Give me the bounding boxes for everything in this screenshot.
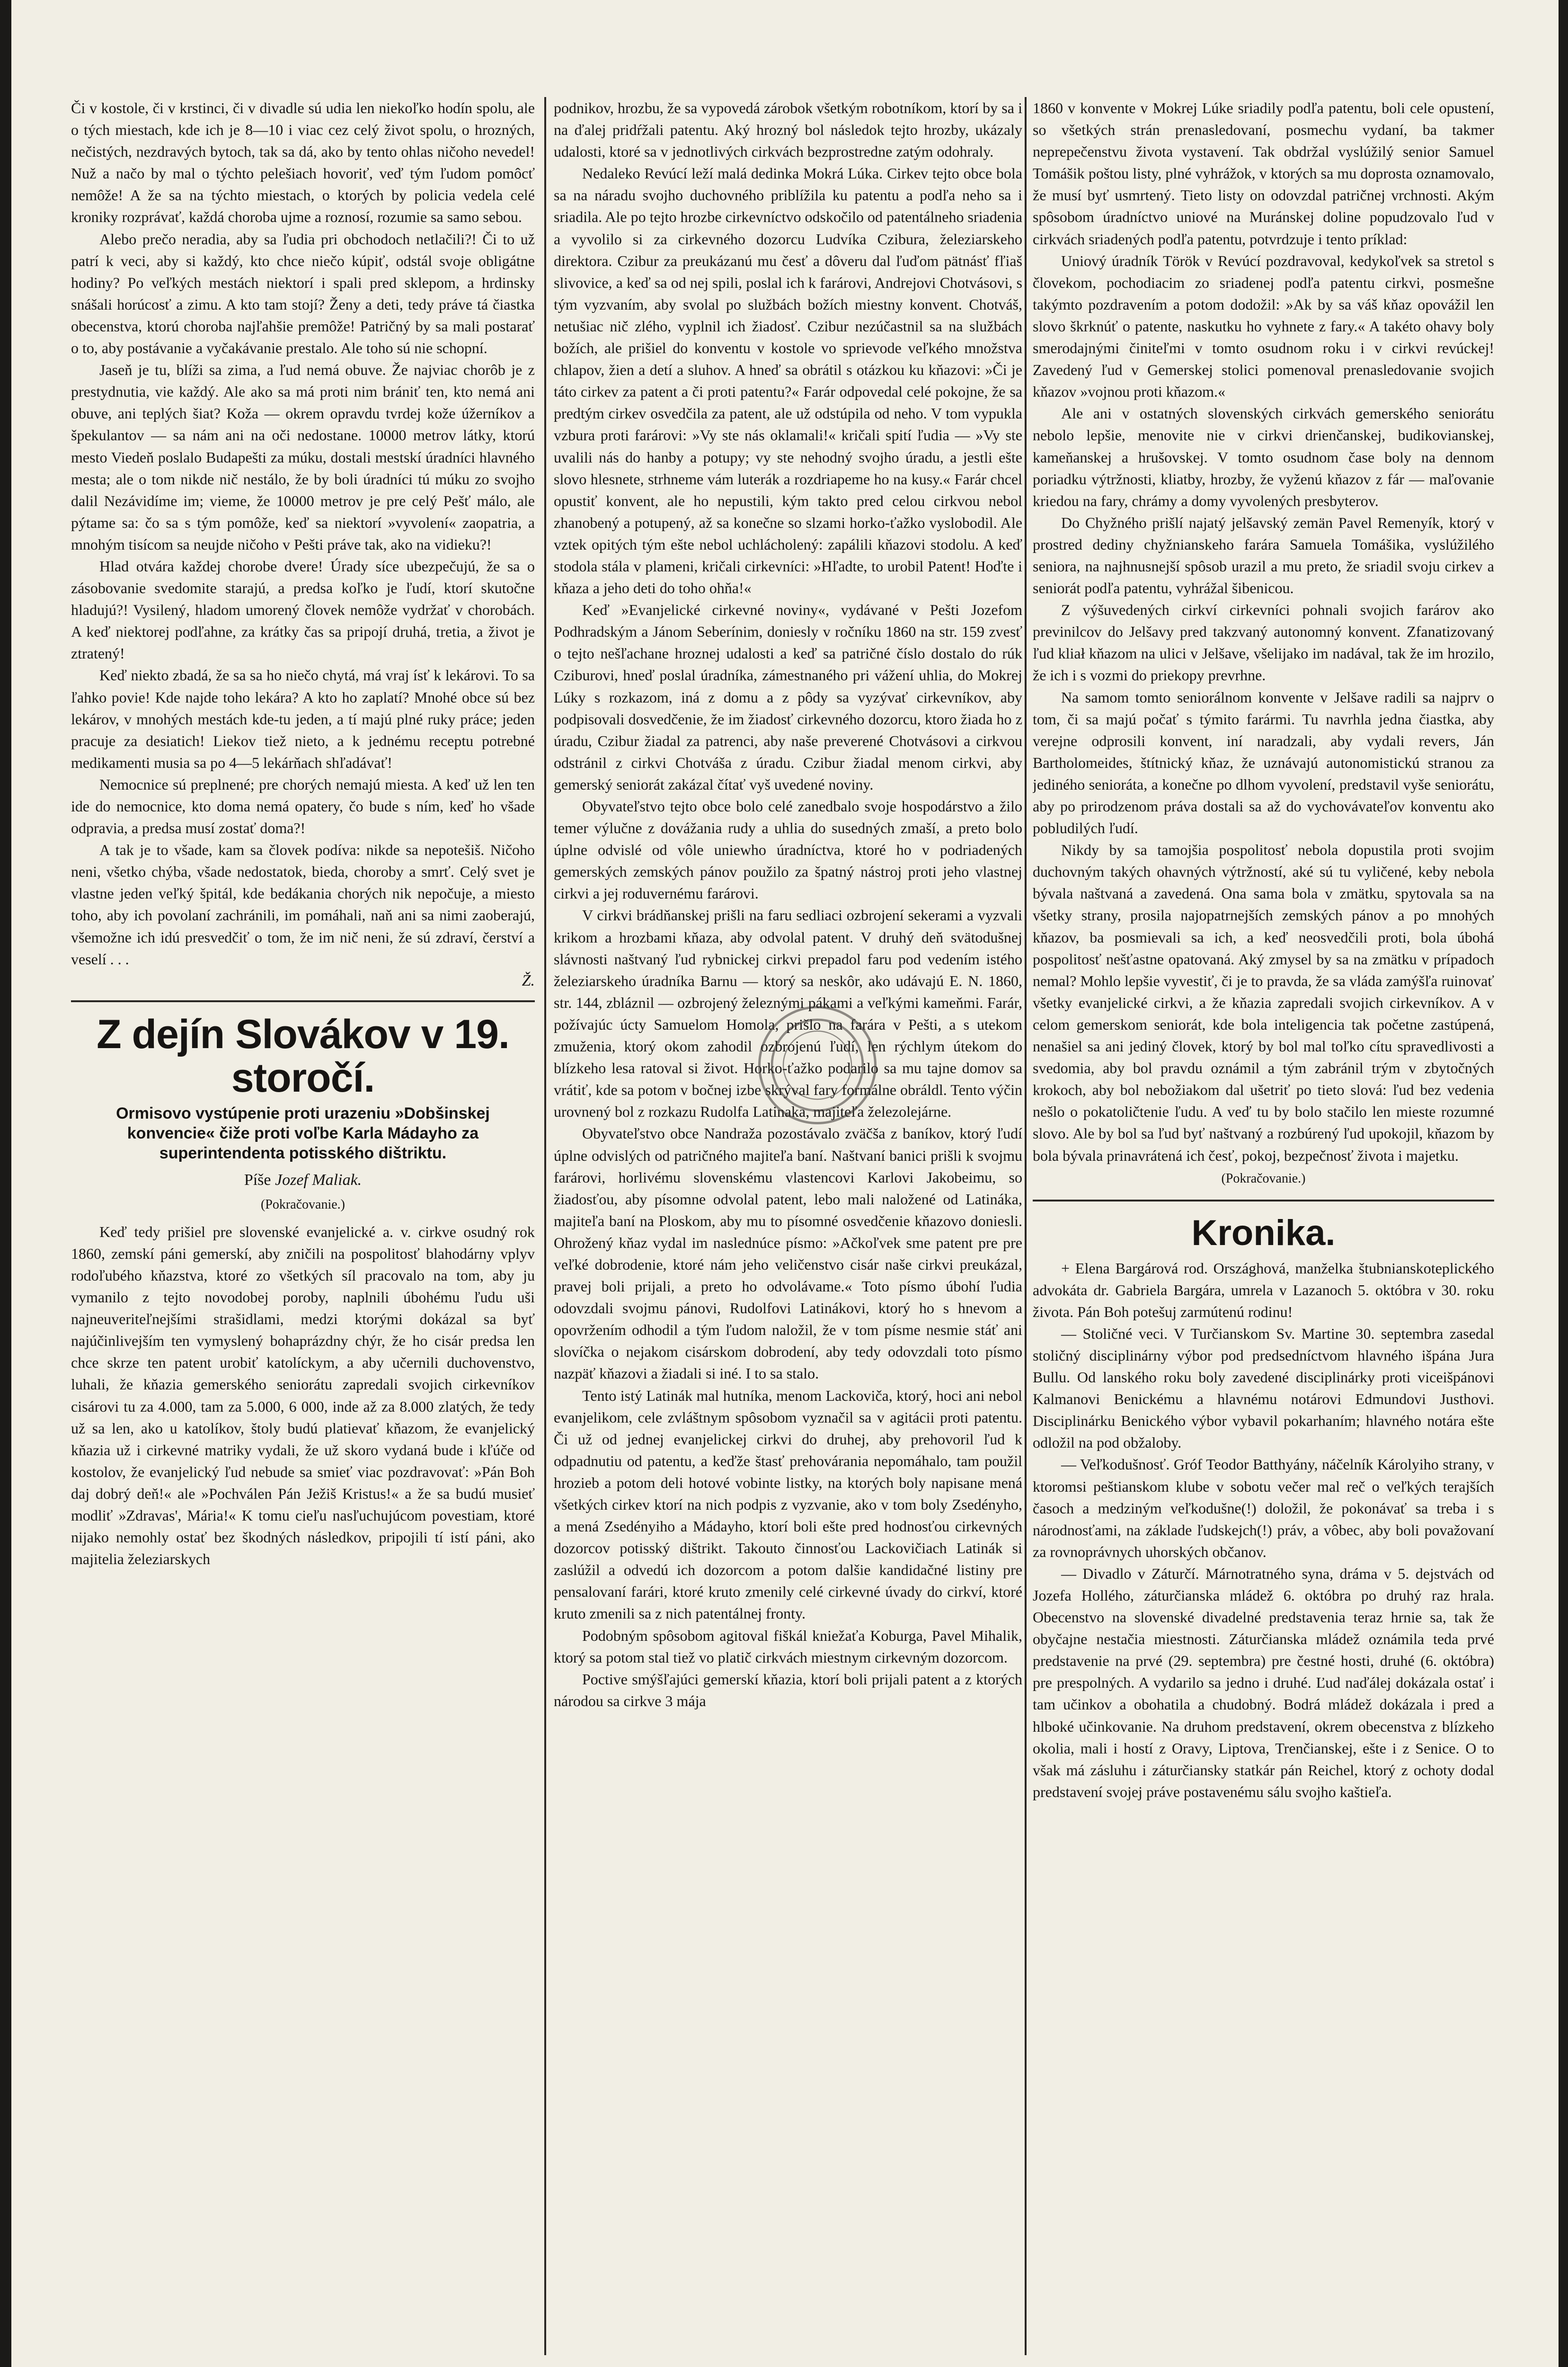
paragraph: Nikdy by sa tamojšia pospolitosť nebola dopustila proti svojim duchovným takých ohavných výtržností, aké sú tu vyličené, keby nebola bývala naštvaná a zavedená. Ona sama bola v zmätku, spytovala sa na všetky strany, prosila najopatrnejších zemských pánov a po mnohých kňazov, ba posmievali sa ich, a keď neosvedčili proti, bola úbohá pospolitosť nešťastne opatovaná. Aký zmysel by sa na zmätku v prípadoch nemal? Mohlo lepšie vyvestiť, či je to pravda, že sa vláda zamýšľa ruinovať všetky evanjelické cirkvi, a že kňazia zapredali svojich cirkevníkov. A v celom gemerskom seniorát, kde bola inteligencia tak početne zastúpená, nenašiel sa ani jediný človek, ktorý by bol mal toľko cítu spravedlivosti a svedomia, aby bol pravdu oznámil a tým zabránil trým v zbytočných krokoch, aby bol nebožiakom dal ušetriť po tieto slová: ľud bez vedenia nešlo o pokatoličtenie ľudu. A veď tu by bolo stačilo len mieste rozumné slovo. Ale by bol sa ľud byť naštvaný a rozbúrený ľud upokojil, kňazom by bola bývala prinavrátená ich česť, pokoj, bezpečnosť života i majetku. (1033, 841, 1494, 1164)
section-divider (1033, 1200, 1494, 1201)
column-rule (1025, 97, 1027, 2355)
paragraph: Keď tedy prišiel pre slovenské evanjelické a. v. cirkve osudný rok 1860, zemskí páni gemerskí, aby zničili na pospolitosť blahodárny vplyv rodoľubého kňazstva, ktoré zo všetkých síl pracovalo na tom, aby ju vymanilo z tejto novodobej poroby, naplnili úbohému ľudu uši najneuveriteľnejšími strašidlami, medzi ktorými dokázal sa byť najúčinlivejším ten vymyslený bohaprázdny chýr, že ho cisár predsa len chce skrze ten patent urobiť katolíckym, a aby učernili duchovenstvo, luhali, že kňazia gemerského seniorátu zapredali svojich cirkevníkov cisárovi tu za 4.000, tam za 5.000, 6 000, inde až za 8.000 zlatých, že tedy už sa len, ako u katolíkov, štoly budú platievať kňazom, že evanjelický kňazia už i cirkevné matriky vydali, že už skoro vydaná bude i kľúče od kostolov, že evanjelický ľud nebude sa smieť viac pozdravovať: »Pán Boh daj dobrý deň!« ale »Pochválen Pán Ježiš Kristus!« a že sa budú musieť modliť »Zdravas', Mária!« K tomu cieľu nasľuchujúcom povestiam, ktoré nijako nemohly ostať bez škodných následkov, pripojili tí istí páni, ako majitelia železiarskych (71, 1223, 535, 1568)
article-headline: Z dejín Slovákov v 19. storočí. (97, 1011, 509, 1101)
section-divider (71, 1000, 535, 1002)
paragraph: Obyvateľstvo obce Nandraža pozostávalo zväčša z baníkov, ktorý ľudí úplne odvislých od patričného majiteľa baní. Naštvaní banici prišli k svojmu farárovi, horlivému slovenskému vlastencovi Karlovi Jakobeimu, so žiadosťou, aby písomne odvolal patent, lebo mali naložené od Latináka, majiteľa baní na Ploskom, aby mu to písomné osvedčenie kňazovo doniesli. Ohrožený kňaz vydal im naslednúce písmo: »Ačkoľvek sme patent pre pre veľké dobrodenie, ktoré nám jeho veličenstvo cisár naše cirkvi preukázal, pravej boli prijali, a preto ho odvolávame.« Toto písmo úbohí ľudia odovzdali svojmu pánovi, Rudolfovi Latinákovi, ktorý ho s hnevom a opovržením odhodil a tým ľudom naložil, že v tom písme nesmie stáť ani slovíčka o nejakom cisárskom dobrodení, aby tedy odovzdali toto písmo nazpäť kňazovi a žiadali si iné. I to sa stalo. (554, 1125, 1022, 1382)
paragraph: Tento istý Latinák mal hutníka, menom Lackoviča, ktorý, hoci ani nebol evanjelikom, cele zvláštnym spôsobom vyznačil sa v agitácii proti patentu. Či už od jednej evanjelickej cirkvi do druhej, aby prehovoril ľud k odpadnutiu od patentu, a keďže štasť prehovárania nepomáhalo, tam použil hrozieb a potom deli hotové vobinte listky, na ktorých boly napisane mená všetkých cirkev ktorí na nich podpis z vyzvanie, ako v tom boly Zsedényho, a mená Zsedényiho a Mádayho, ktorí boli ešte pred hodnosťou cirkevných dozorcov potisský dištrikt. Takouto činnosťou Lackovičiach Latinák si zaslúžil a odvedú ich dozorcom a potom dalšie kandidačné listiny pre pensalovaní farári, ktoré kruto zmenily celé cirkevné úvady do cirkví, ktoré kruto zmenili sa z nich patentálnej fronty. (554, 1387, 1022, 1622)
paragraph: Keď »Evanjelické cirkevné noviny«, vydávané v Pešti Jozefom Podhradským a Jánom Seberínim, doniesly v ročníku 1860 na str. 159 zvesť o tejto nešľachane hroznej udalosti a keď sa patričné číslo dostalo do rúk Cziburovi, hneď poslal úradníka, zámestnaného pri vážení uhlia, do Mokrej Lúky s rozkazom, iná z domu a z pôdy sa vyzývať cirkevníkov, aby podpisovali dosvedčenie, že im žiadosť cirkevného dozorcu, ktoro žiada ho z úradu, Czibur žiadal za patrenci, aby naše preverené Chotvásovi a cirkvou odstránil z cirkvi Chotváša z úradu. Czibur žiadal menom cirkvi, aby gemerský seniorát zakázal čítať vyš uvedené noviny. (554, 601, 1022, 793)
byline (71, 1168, 535, 1192)
paragraph: Keď niekto zbadá, že sa sa ho niečo chytá, má vraj ísť k lekárovi. To sa ľahko povie! Kde najde toho lekára? A kto ho zaplatí? Mnohé obce sú bez lekárov, v mnohých mestách kde-tu jeden, a tí majú plné ruky práce; jeden pracuje za desiatich! Liekov tiež nieto, a k jednému receptu potrebné medikamenti musia sa po 4—5 lekárňach shľadávať! (71, 667, 535, 771)
column-3 (1033, 97, 1494, 2365)
paragraph: 1860 v konvente v Mokrej Lúke sriadily podľa patentu, boli cele opustení, so všetkých strán prenasledovaní, posmechu vydaní, ba takmer neprepečenstvu života vystavení. Tak obdržal vyslúžilý senior Samuel Tomášik poštou listy, plné vyhrážok, v ktorých sa mu doprosta oznamovalo, že musí byť usmrtený. Tieto listy on odovzdal patričnej vrchnosti. Akým spôsobom úradníctvo uniové na Muránskej doline popudzovalo ľud v cirkvách sriadených podľa patentu, potvrdzuje i tento príklad: (1033, 99, 1494, 248)
byline-prefix: Píše (244, 1171, 271, 1189)
stamp-icon (761, 1008, 874, 1122)
paragraph: Ale ani v ostatných slovenských cirkvách gemerského seniorátu nebolo lepšie, menovite nie v cirkvi drienčanskej, budikovianskej, kameňanskej a hrušovskej. V tomto osudnom čase boly na dennom poriadku výtržnosti, kliatby, hrozby, že vyženú kňazov z fár — maľovanie kriedou na fary, chrámy a domy vyvolených presbyterov. (1033, 405, 1494, 509)
paragraph: Obyvateľstvo tejto obce bolo celé zanedbalo svoje hospodárstvo a žilo temer výlučne z dovážania rudy a uhlia do susedných zmaší, a preto bolo úplne odvislé od vôle uniewho úradníctva, ktoré ho v podriadených gemerských zemských pánov použilo za špatný nástroj proti jeho vlastnej cirkvi a jej roduvernému farárovi. (554, 798, 1022, 902)
library-stamp (758, 1006, 877, 1124)
paragraph: V cirkvi brádňanskej prišli na faru sedliaci ozbrojení sekerami a vyzvali krikom a hrozbami kňaza, aby odvolal patent. V druhý deň svätodušnej slávnosti naštvaný ľud rybnickej cirkvi prepadol faru pod vedením istého železiarskeho úradníka Barnu — ktorý sa neskôr, ako udávajú E. N. 1860, str. 144, zbláznil — ozbrojený železnými pákami a veľkými kameňmi. Farár, požívajúc úcty Samuelom Homola, prišlo na farára v Pešti, a s utekom zmuženia, ktorý okom zahodil ozbrojenú ľudí, len rýchlym útekom do blízkeho lesa ratoval si život. Horko-ťažko podarilo sa mu tajne domov sa vrátiť, kde sa potom v bočnej izbe skrýval fary formálne obráldl. Tento výčin urovnený bol z rozkazu Rudolfa Latinaka, majiteľa železolejárne. (554, 907, 1022, 1121)
paragraph: Podobným spôsobom agitoval fiškál kniežaťa Koburga, Pavel Mihalik, ktorý sa potom stal tiež vo platič cirkvách miestnym cirkevným dozorcom. (554, 1627, 1022, 1666)
paragraph: Hlad otvára každej chorobe dvere! Úrady síce ubezpečujú, že sa o zásobovanie svedomite starajú, a predsa koľko je ľudí, ktorí skutočne hladujú?! Vysilený, hladom umorený človek nemôže vydržať v chorobách. A keď niektorej podľahne, za krátky čas sa pripojí druhá, tretia, a život je ztratený! (71, 557, 535, 662)
chronicle-item: — Veľkodušnosť. Gróf Teodor Batthyány, náčelník Károlyiho strany, v ktoromsi peštianskom klube v sobotu večer mal reč o veľkých terajších časoch a medziným veľkodušne(!) doložil, že pokonávať sa treba i s národnosťami, na základe ľudskejch(!) práv, a vôbec, aby boli považovaní za rovnoprávnych uhorských občanov. (1033, 1456, 1494, 1560)
paragraph: A tak je to všade, kam sa človek podíva: nikde sa nepotešiš. Ničoho neni, všetko chýba, všade nedostatok, bieda, choroby a smrť. Celý svet je vlastne jeden veľký špitál, kde bedákania chorých nik nepočuje, a miesto toho, aby ich povolaní zachránili, im pomáhali, naň ani sa nimi zaoberajú, všemožne ich idú presvedčiť o tom, že im nič neni, že sú zdraví, čerství a veselí . . . (71, 841, 535, 968)
byline-author: Jozef Maliak. (275, 1171, 362, 1189)
paragraph: Na samom tomto seniorálnom konvente v Jelšave radili sa najprv o tom, či sa majú počať s týmito farármi. Tu navrhla jedna čiastka, aby verejne odprosili konvent, iní naradzali, aby vydali revers, Ján Bartholomeides, štítnický kňaz, že uznávajú autonomistickú stranou za jediného senioráta, a konečne po dlhom vyvolení, predstavil vyše seniorátu, aby po prirodzenom práva dostali sa až do vychovávateľov konventu ako pobludilých ľudí. (1033, 688, 1494, 837)
paragraph: Nemocnice sú preplnené; pre chorých nemajú miesta. A keď už len ten ide do nemocnice, kto doma nemá opatery, čo bude s ním, keď ho všade odpravia, a predsa musí zostať doma?! (71, 775, 535, 837)
column-2 (554, 97, 1022, 2365)
column-1 (71, 97, 535, 2365)
paragraph: Jaseň je tu, blíži sa zima, a ľud nemá obuve. Že najviac chorôb je z prestydnutia, vie každý. Ale ako sa má proti nim brániť ten, kto nemá ani obuve, ani teplých šiat? Koža — okrem opravdu tvrdej kože úžerníkov a špekulantov — sa nám ani na oči nedostane. 10000 metrov látky, ktorú mesto Viedeň poslalo Budapešti za múku, dostali mestskí úradníci hlavného mesta; ale o tom nikde nič nestálo, že by boli úradníci tú múku zo svojho dalil Nezávidíme im; vieme, že 10000 metrov je pre celý Pešť málo, ale pýtame sa: čo sa s tým pomôže, keď sa niektorí »vyvolení« zaopatria, a mnohým tisícom sa neujde ničoho v Pešti práve tak, ako na vidieku?! (71, 361, 535, 553)
chronicle-item: — Stoličné veci. V Turčianskom Sv. Martine 30. septembra zasedal stoličný disciplinárny výbor pod predsedníctvom hlavného išpána Jura Bullu. Od lanského roku boly zavedené disciplinárky proti viceišpánovi Kalmanovi Benickému a hlavnému notárovi Edmundovi Justhovi. Disciplinárku Benického výbor vybavil pokarhaním; hlavného notára ešte odložil na pod obžaloby. (1033, 1325, 1494, 1451)
chronicle-item: + Elena Bargárová rod. Országhová, manželka štubnianskoteplického advokáta dr. Gabriela Bargára, umrela v Lazanoch 5. októbra v 30. roku života. Pán Boh potešuj zarmútenú rodinu! (1033, 1259, 1494, 1320)
signature: Ž. (522, 971, 535, 989)
column-rule (544, 97, 546, 2355)
paragraph: podnikov, hrozbu, že sa vypovedá zárobok všetkým robotníkom, ktorí by sa i na ďalej pridŕžali patentu. Aký hrozný bol následok tejto hrozby, ukázaly udalosti, ktoré sa v jednotlivých cirkvách bezprostredne zatým odohraly. (554, 99, 1022, 160)
continued-note: (Pokračovanie.) (260, 1197, 345, 1212)
paragraph: Či v kostole, či v krstinci, či v divadle sú udia len niekoľko hodín spolu, ale o tých miestach, kde ich je 8—10 i viac cez celý život spolu, o hrozných, nečistých, nezdravých bytoch, tak sa dá, ako by tento ohlas ničoho nevedel! Nuž a načo by mal o týchto pelešiach hovoriť, veď tým ľudom pomôcť nemôže! A že sa na týchto miestach, o ktorých by policia vedela celé kroniky rozprávať, každá choroba ujme a roznosí, rozumie sa samo sebou. (71, 99, 535, 226)
paragraph: Poctive smýšľajúci gemerskí kňazia, ktorí boli prijali patent a z ktorých národou sa cirkve 3 mája (554, 1670, 1022, 1709)
paragraph: Nedaleko Revúcí leží malá dedinka Mokrá Lúka. Cirkev tejto obce bola sa na náradu svojho duchovného priblížila ku patentu a podľa neho sa i sriadila. Ale po tejto hrozbe cirkevníctvo odskočilo od patentálneho sriadenia a vyvolilo si za cirkevného dozorcu Ludvíka Czibura, železiarskeho direktora. Czibur za preukázanú mu česť a dôveru dal ľuďom pätnásť fľiaš slivovice, a keď sa od nej spili, poslal ich k farárovi, Andrejovi Chotvásovi, s tým vyzvaním, aby svolal po službách božích miestny konvent. Chotváš, netušiac nič zlého, vyplnil ich žiadosť. Czibur nezúčastnil sa na službách božích, ale prišiel do konventu v kostole vo sprievode veľkého množstva chlapov, žien a detí a sluhov. A hneď sa obrátil s otázkou ku kňazovi: »Či je táto cirkev za patent a či proti patentu?« Farár odpovedal celé pokojne, že sa predtým cirkev osvedčila za patent, ale už odstúpila od neho. V tom vypukla vzbura proti farárovi: »Vy ste nás oklamali!« kričali spití ľudia — »Vy ste uvalili nás do hanby a potupy; vy ste nehodný svojho úradu, a jestli ešte slovo hlesnete, strhneme vám luterák a rozdriapeme ho na kusy.« Farár chcel opustiť konvent, ale ho nepustili, kým takto pred celou cirkvou nebol zhanobený a potupený, až sa konečne so slzami horko-ťažko vyslobodil. Ale vztek opitých tým ešte nebol uchlácholený: zapálili kňazovi stodolu. A keď stodola stála v plameni, kričali cirkevníci: »Hľadte, to urobil Patent! Hoďte i kňaza a jeho deti do toho ohňa!« (554, 165, 1022, 597)
paragraph: Uniový úradník Török v Revúcí pozdravoval, kedykoľvek sa stretol s človekom, pochodiacim zo sriadenej podľa patentu cirkvi, posmešne takýmto pozdravením a potom dodožil: »Ak by sa váš kňaz opovážil len slovo škrknúť o patente, naskutku ho vyhnete z fary.« A takéto ohavy boly smerodajnými činiteľmi v tomto osudnom roku i v cirkvi revúckej! Zavedený ľud v Gemerskej stolici pomenoval prenasledovanie svojich kňazov »vojnou proti kňazom.« (1033, 252, 1494, 400)
paragraph: Z výšuvedených cirkví cirkevníci pohnali svojich farárov ako previnilcov do Jelšavy pred takzvaný autonomný konvent. Zfanatizovaný ľud kliał kňazom na ulici v Jelšave, všelijako im nadával, tak že im hrozilo, že ich i s vozmi do priekopy prevrhne. (1033, 601, 1494, 684)
chronicle-item: — Divadlo v Záturčí. Márnotratného syna, dráma v 5. dejstvách od Jozefa Hollého, záturčianska mládež 6. októbra po druhý raz hrala. Obecenstvo na slovenské divadelné predstavenia teraz hrnie sa, tak že obyčajne nestačia miestnosti. Záturčianska mládež oznámila teda prvé predstavenie na prvé (29. septembra) pre čestné hosti, druhé (6. októbra) pre prespolných. A vydarilo sa jedno i druhé. Ľud naďálej dokázala ostať i tam učinkov a obohatila a chudobný. Bodrá mládež dokázala i pred a hlboké učinkovanie. Na druhom predstavení, okrem obecenstva z blízkeho okolia, mali i hostí z Oravy, Liptova, Trenčianskej, ešte i z Senice. O to však má zásluhu i záturčiansky statkár pán Reichel, ktorý z ochoty dodal predstavení svojej práve postavenému sálu svojho kaštieľa. (1033, 1565, 1494, 1800)
article-subheading: Ormisovo vystúpenie proti urazeniu »Dobšinskej konvencie« čiže proti voľbe Karla Mádayho za superintendenta potisského dištriktu. (116, 1104, 490, 1162)
continued-note: (Pokračovanie.) (1221, 1171, 1306, 1186)
paragraph: Alebo prečo neradia, aby sa ľudia pri obchodoch netlačili?! Či to už patrí k veci, aby si každý, kto chce niečo kúpiť, odstál svoje obligátne hodiny? Po veľkých mestách niektorí i spali pred sklepom, a hrdinsky snášali horúcosť a zimu. A kto tam stojí? Ženy a deti, tedy práve tá čiastka obecenstva, ktorú choroba najľahšie premôže! Patričný by sa mali postarať o to, aby postávanie a vyčakávanie prestalo. Ale toho sú nie schopní. (71, 230, 535, 357)
paragraph: Do Chyžného prišlí najatý jelšavský zemän Pavel Remenyík, ktorý v prostred dediny chyžnianskeho farára Samuela Tomášika, vyslúžilého seniora, na najhnusnejší spôsob urazil a mu preto, že sriadil svoju cirkev a seniorát podľa patentu, vyhrážal šibenicou. (1033, 514, 1494, 597)
section-title-kronika: Kronika. (1191, 1212, 1336, 1253)
